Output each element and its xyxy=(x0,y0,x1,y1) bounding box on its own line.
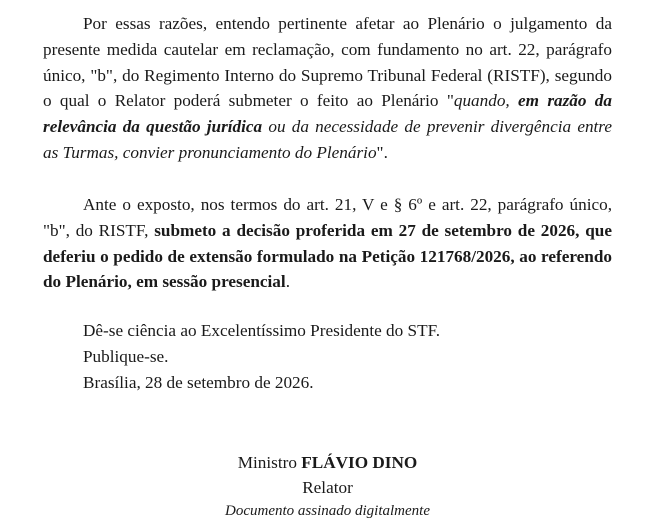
digital-signature-note: Documento assinado digitalmente xyxy=(225,503,430,519)
closing-line-place-date: Brasília, 28 de setembro de 2026. xyxy=(83,373,314,392)
paragraph1-lead: Por essas razões, entendo pertinente afetar ao Plenário o julgamento da presente medida cautelar em reclamação, com fundamento no art. 22, parágrafo único, "b", do Regimento Interno do Supremo Tribunal Federal (RISTF), segundo o qual o Relator poderá submeter o feito ao Plenário " xyxy=(43,14,612,111)
paragraph-decision xyxy=(43,192,612,295)
paragraph-plenary-referral xyxy=(43,11,612,166)
paragraph1-tail: ". xyxy=(376,142,388,162)
signature-role: Relator xyxy=(302,478,353,497)
quote-start: quando, xyxy=(453,91,519,111)
signature-name-line xyxy=(43,450,612,475)
closing-line-notify: Dê-se ciência ao Excelentíssimo Presidente do STF. xyxy=(83,321,441,340)
signature-title: Ministro xyxy=(237,453,302,472)
quote-end: ou da necessidade de prevenir divergência entre as Turmas, convier pronunciamento do Plenário xyxy=(43,117,612,162)
closing-line-publish: Publique-se. xyxy=(83,347,169,366)
paragraph2-tail: . xyxy=(285,272,290,292)
paragraph2-bold: submeto a decisão proferida em 27 de setembro de 2026, que deferiu o pedido de extensão formulado na Petição 121768/2026, ao referendo do Plenário, em sessão presencial xyxy=(43,220,612,292)
signature-name: FLÁVIO DINO xyxy=(301,453,418,472)
quote-bold: em razão da relevância da questão jurídica xyxy=(43,91,612,137)
paragraph2-lead: Ante o exposto, nos termos do art. 21, V e § 6º e art. 22, parágrafo único, "b", do RISTF, xyxy=(43,195,612,240)
